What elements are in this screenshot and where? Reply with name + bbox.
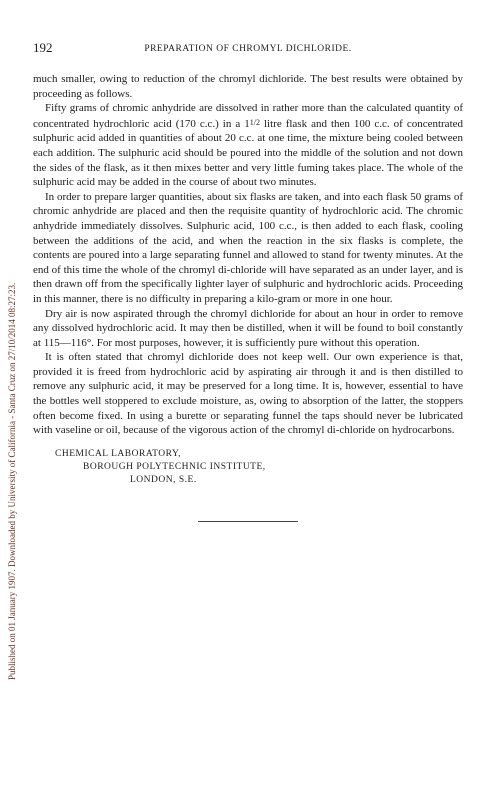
page-header [33,40,463,60]
download-watermark-text: Published on 01 January 1907. Downloaded by University of California - Santa Cruz on 27/10/2014 08:27:23. [7,282,17,680]
fraction-denominator: 2 [255,117,260,127]
paragraph-fifty-grams [33,101,463,190]
running-title: PREPARATION OF CHROMYL DICHLORIDE. [144,44,352,54]
author-address [33,448,463,487]
journal-page [33,40,463,522]
address-line-2: BOROUGH POLYTECHNIC INSTITUTE, [83,461,266,472]
address-line-1: CHEMICAL LABORATORY, [55,448,181,459]
address-line-3: LONDON, S.E. [130,474,197,485]
fraction-slash: / [253,117,256,127]
download-watermark [4,40,20,680]
fraction-lead: a 1 [235,117,250,130]
paragraph-text: litre flask and then 100 c.c. of concentrated sulphuric acid added in quantities of about 20 c.c. at one time, the mixture being cooled between each addition. The sulphuric acid should be poured into the middle of the solution and not down the sides of the flask, as it then mixes better and very little fuming takes place. The whole of the sulphuric acid may be added in the course of about two minutes. [33,117,464,189]
paragraph-dry-air: Dry air is now aspirated through the chromyl dichloride for about an hour in order to remove any dissolved hydrochloric acid. It may then be distilled, when it will be found to boil constantly at 115—116°. For most purposes, however, it is sufficiently pure without this operation. [33,307,463,349]
paragraph-continued: much smaller, owing to reduction of the chromyl dichloride. The best results were obtained by proceeding as follows. [33,73,463,100]
paragraph-storage: It is often stated that chromyl dichloride does not keep well. Our own experience is that, provided it is freed from hydrochloric acid by aspirating air through it and is then distilled to remove any sulphuric acid, it may be preserved for a long time. It is, however, essential to have the bottles well stoppered to exclude moisture, as, owing to absorption of the latter, the stoppers often become fixed. In using a burette or separating funnel the taps should never be lubricated with vaseline or oil, because of the vigorous action of the chromyl di-chloride on hydrocarbons. [33,351,463,437]
end-rule [198,521,298,522]
paragraph-larger-quantities: In order to prepare larger quantities, about six flasks are taken, and into each flask 50 grams of chromic anhydride are placed and then the requisite quantity of hydrochloric acid. The chromic anhydride immediately dissolves. Sulphuric acid, 100 c.c., is then added to each flask, cooling between the additions of the acid, and when the reaction in the six flasks is complete, the contents are poured into a large separating funnel and allowed to stand for twenty minutes. At the end of this time the whole of the chromyl di-chloride will have separated as an under layer, and is then drawn off from the specifically lighter layer of sulphuric and hydrochloric acids. Proceeding in this manner, there is no difficulty in preparing a kilo-gram or more in one hour. [33,190,463,305]
fraction-numerator: 1 [249,117,254,127]
page-number: 192 [33,40,53,55]
article-body [33,72,463,438]
paragraph-text: Fifty grams of chromic anhydride are dissolved in rather more than the calculated quantity of concentrated hydrochloric acid (170 c.c.) in [33,102,463,130]
